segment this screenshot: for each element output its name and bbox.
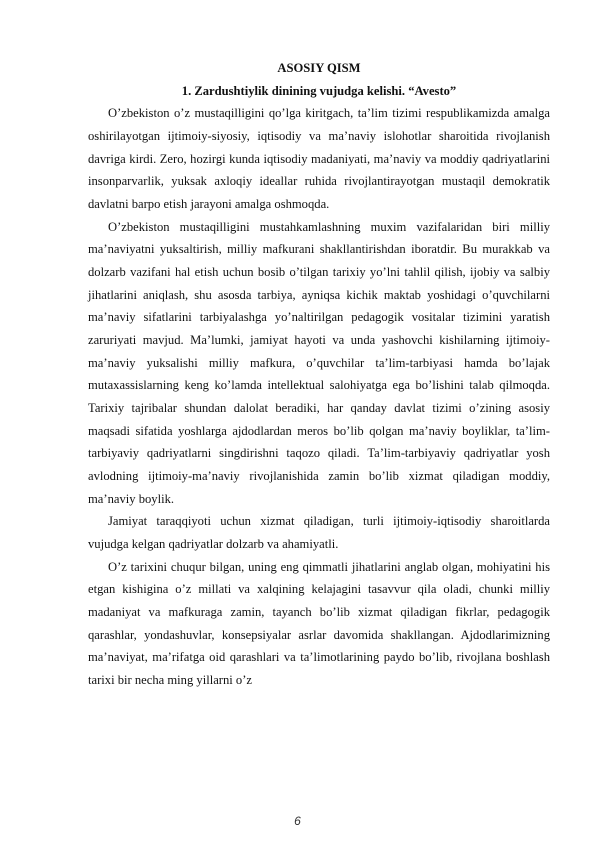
document-page — [88, 57, 550, 691]
page-number: 6 — [294, 814, 301, 828]
paragraph-2: O’zbekiston mustaqilligini mustahkamlashning muxim vazifalaridan biri milliy ma’naviyatni yuksaltirish, milliy mafkurani shakllantirishdan iboratdir. Bu murakkab va dolzarb vazifani hal etish uchun bosib o’tilgan tarixiy yo’lni tahlil qilish, ijobiy va salbiy jihatlarini aniqlash, shu asosda tarbiya, ayniqsa kichik maktab yoshidagi o’quvchilarni ma’naviy sifatlarini tarbiyalashga yo’naltirilgan pedagogik vositalar tizimini yaratish zaruriyati mavjud. Ma’lumki, jamiyat hayoti va unda yashovchi kishilarning ijtimoiy-ma’naviy yuksalishi milliy mafkura, o’quvchilar ta’lim-tarbiyasi hamda bo’lajak mutaxassislarning keng ko’lamda intellektual salohiyatga ega bo’lishini talab qilmoqda. Tarixiy tajribalar shundan dalolat beradiki, har qanday davlat tizimi o’zining asosiy maqsadi sifatida yoshlarga ajdodlardan meros bo’lib qolgan ma’naviy boyliklar, ta’lim-tarbiyaviy qadriyatlarni singdirishni taqozo qiladi. Ta’lim-tarbiyaviy qadriyatlar yosh avlodning ijtimoiy-ma’naviy rivojlanishida zamin bo’lib xizmat qiladigan moddiy, ma’naviy boylik. — [88, 219, 550, 506]
section-heading: 1. Zardushtiylik dinining vujudga kelishi. “Avesto” — [181, 83, 457, 98]
paragraph-3: Jamiyat taraqqiyoti uchun xizmat qiladigan, turli ijtimoiy-iqtisodiy sharoitlarda vujudga kelgan qadriyatlar dolzarb va ahamiyatli. — [88, 514, 550, 551]
paragraph-1: O’zbekiston o’z mustaqilligini qo’lga kiritgach, ta’lim tizimi respublikamizda amalga oshirilayotgan ijtimoiy-siyosiy, iqtisodiy va ma’naviy islohotlar sharoitida rivojlanish davriga kirdi. Zero, hozirgi kunda iqtisodiy madaniyati, ma’naviy va moddiy qadriyatlarini insonparvarlik, yuksak axloqiy ideallar ruhida rivojlantirayotgan mustaqil demokratik davlatni barpo etish jarayoni amalga oshmoqda. — [88, 106, 550, 212]
main-heading: ASOSIY QISM — [277, 61, 361, 75]
paragraph-4: O’z tarixini chuqur bilgan, uning eng qimmatli jihatlarini anglab olgan, mohiyatini his etgan kishigina o’z millati va xalqining kelajagini tasavvur qila oladi, chunki milliy madaniyat va mafkuraga zamin, tayanch bo’lib xizmat qiladigan fikrlar, pedagogik qarashlar, yondashuvlar, konsepsiyalar asrlar davomida shakllangan. Ajdodlarimizning ma’naviyat, ma’rifatga oid qarashlari va ta’limotlarining paydo bo’lib, rivojlana boshlash tarixi bir necha ming yillarni o’z — [88, 559, 550, 687]
